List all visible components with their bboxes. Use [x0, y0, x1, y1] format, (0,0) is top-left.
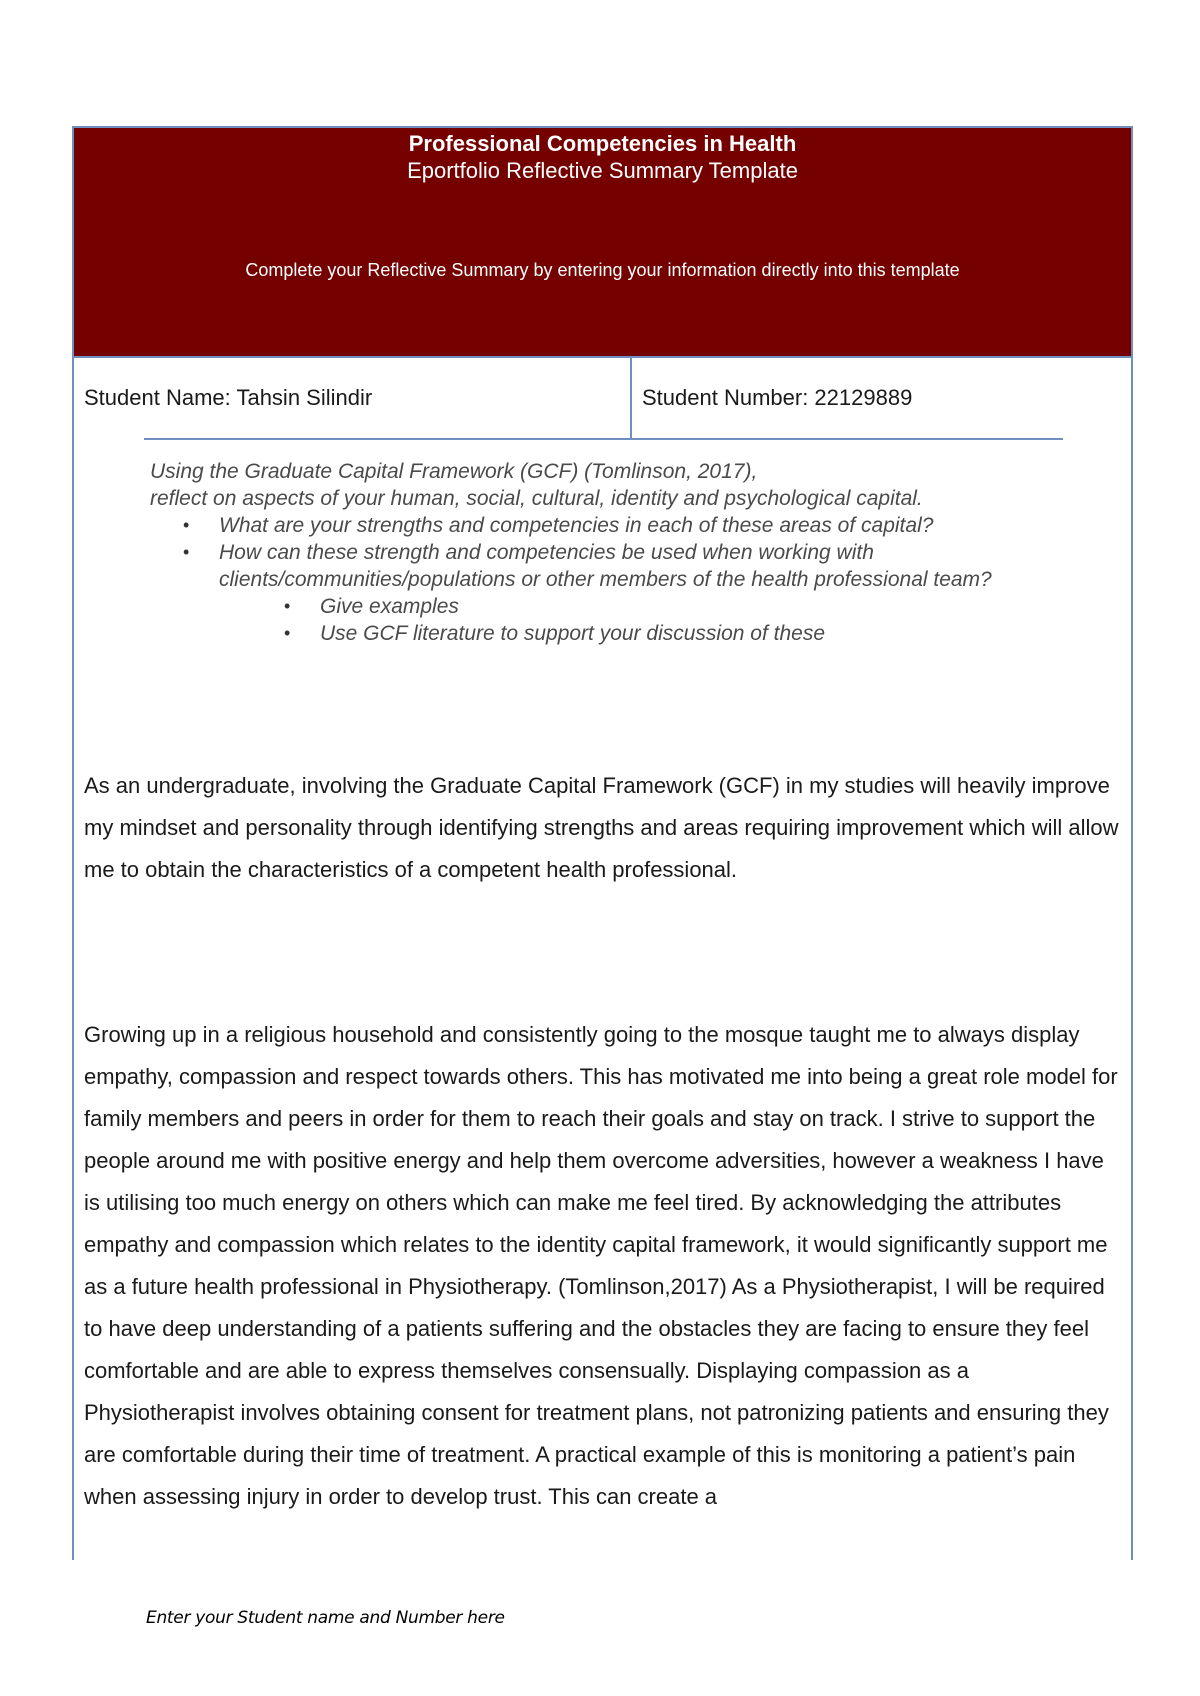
student-number-field[interactable]: Student Number: 22129889: [630, 358, 1131, 438]
prompt-question: [150, 512, 1110, 539]
document-title: Professional Competencies in Health: [408, 131, 797, 156]
border-gap-left: [74, 438, 144, 442]
reflection-paragraph-2[interactable]: Growing up in a religious household and consistently going to the mosque taught me to always display empathy, compassion and respect towards others. This has motivated me into being a great role model for family members and peers in order for them to reach their goals and stay on track. I strive to support the people around me with positive energy and help them overcome adversities, however a weakness I have is utilising too much energy on others which can make me feel tired. By acknowledging the attributes empathy and compassion which relates to the identity capital framework, it would significantly support me as a future health professional in Physiotherapy. (Tomlinson,2017) As a Physiotherapist, I will be required to have deep understanding of a patients suffering and the obstacles they are facing to ensure they feel comfortable and are able to express themselves consensually. Displaying compassion as a Physiotherapist involves obtaining consent for treatment plans, not patronizing patients and ensuring they are comfortable during their time of treatment. A practical example of this is monitoring a patient’s pain when assessing injury in order to develop trust. This can create a: [84, 1022, 1118, 1509]
bullet-icon: •: [284, 596, 291, 616]
bullet-icon: •: [183, 515, 190, 535]
document-subtitle: Eportfolio Reflective Summary Template: [407, 158, 798, 183]
prompt-line: reflect on aspects of your human, social, cultural, identity and psychological capital.: [150, 487, 923, 510]
prompt-sub-bullet: [150, 593, 1110, 620]
template-instruction: Complete your Reflective Summary by entering your information directly into this template: [245, 260, 960, 280]
bullet-icon: •: [284, 623, 291, 643]
reflection-prompt: [150, 458, 1110, 647]
student-name-field[interactable]: Student Name: Tahsin Silindir: [84, 385, 373, 410]
template-header: [74, 128, 1131, 358]
student-info-row: [74, 358, 1131, 440]
reflection-paragraph-1[interactable]: As an undergraduate, involving the Graduate Capital Framework (GCF) in my studies will heavily improve my mindset and personality through identifying strengths and areas requiring improvement which will allow me to obtain the characteristics of a competent health professional.: [84, 773, 1119, 882]
prompt-question-continuation: clients/communities/populations or other members of the health professional team?: [219, 568, 992, 591]
prompt-question-text: What are your strengths and competencies in each of these areas of capital?: [219, 514, 934, 537]
bullet-icon: •: [183, 542, 190, 562]
border-gap-right: [1063, 438, 1131, 442]
prompt-sub-bullet: [150, 620, 1110, 647]
prompt-line: Using the Graduate Capital Framework (GCF) (Tomlinson, 2017),: [150, 460, 758, 483]
prompt-sub-bullet-text: Use GCF literature to support your discussion of these: [320, 622, 826, 645]
prompt-question-text: How can these strength and competencies be used when working with: [219, 541, 874, 564]
prompt-question: [150, 539, 1110, 566]
page-footer: Enter your Student name and Number here: [146, 1608, 505, 1628]
prompt-sub-bullet-text: Give examples: [320, 595, 459, 618]
